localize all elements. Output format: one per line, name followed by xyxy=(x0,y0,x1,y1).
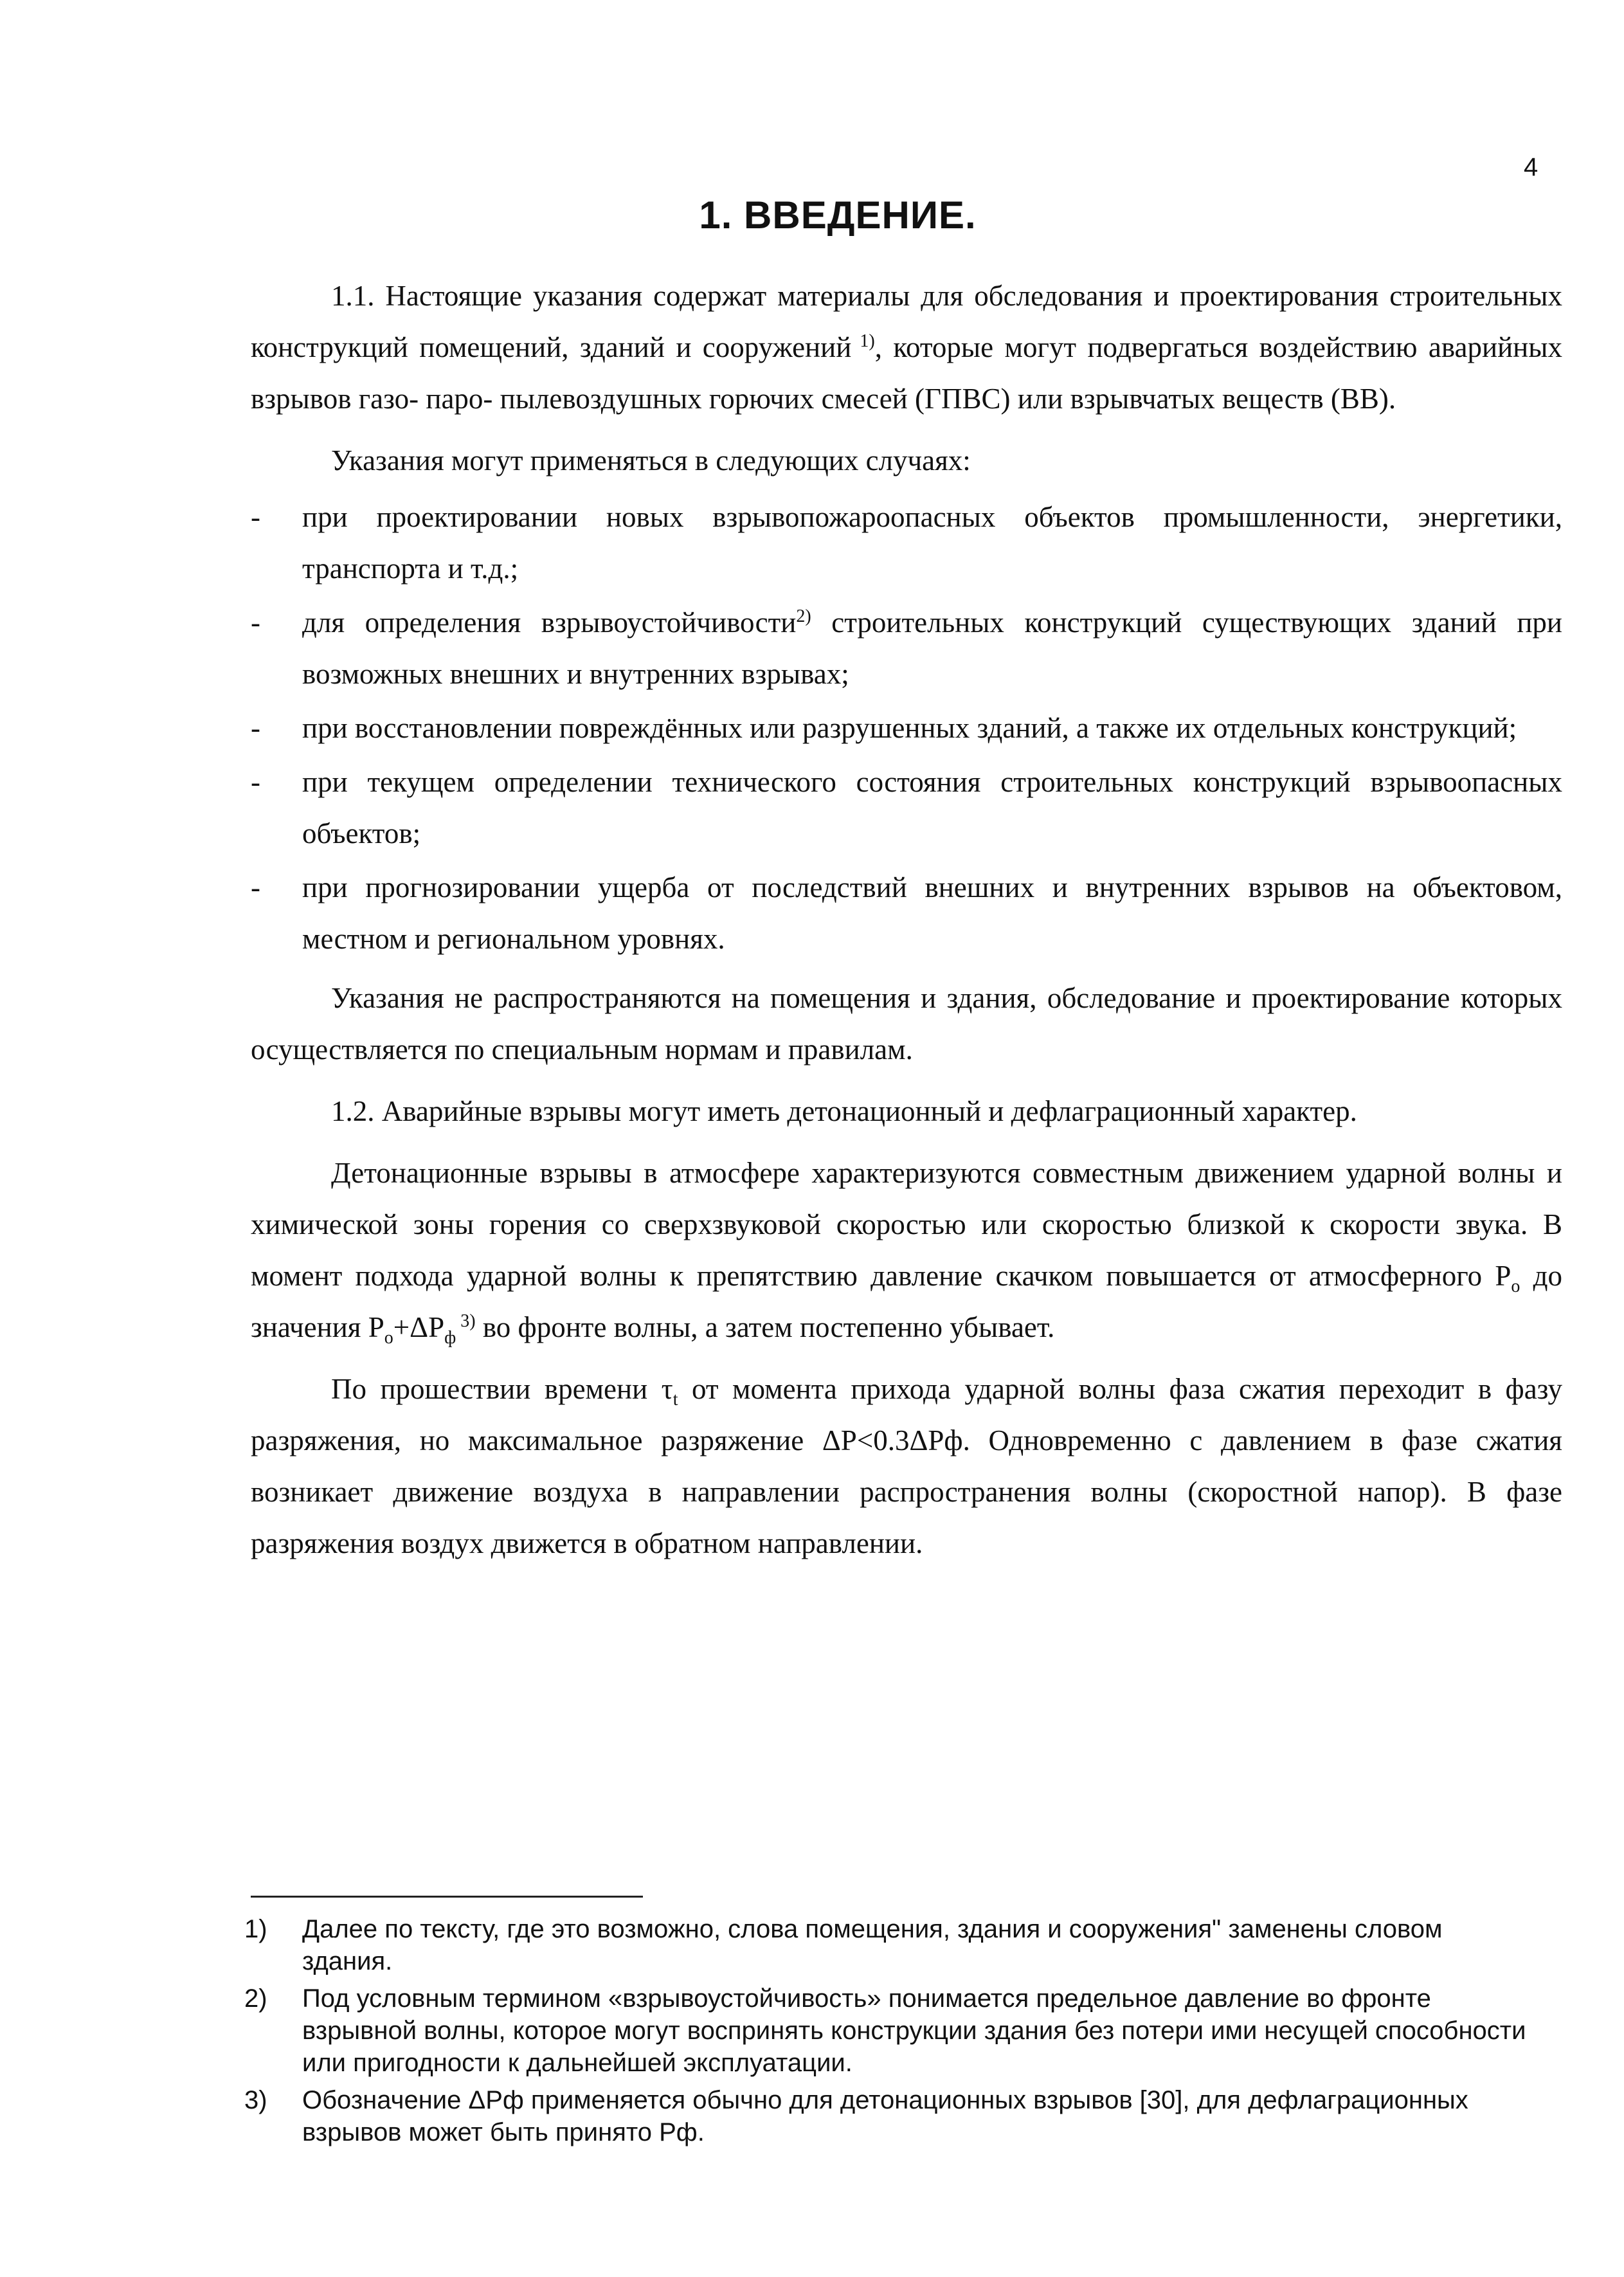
footnote-ref-3: 3) xyxy=(460,1311,476,1331)
footnote-text: Далее по тексту, где это возможно, слова помещения, здания и сооружения" заменены словом здания. xyxy=(302,1915,1443,1975)
footnote-text: Под условным термином «взрывоустойчивость» понимается предельное давление во фронте взрывной волны, которое могут воспринять конструкции здания без потери ими несущей способности или пригодности к дальнейшей эксплуатации. xyxy=(302,1984,1526,2077)
footnote-number: 2) xyxy=(244,1984,267,2013)
list-dash: - xyxy=(251,766,260,798)
paragraph-1-1-text: 1.1. Настоящие указания содержат материалы для обследования и проектирования строительных конструкций помещений, зданий и сооружений xyxy=(251,280,1562,363)
list-dash: - xyxy=(251,712,260,744)
page-number: 4 xyxy=(1524,153,1538,181)
cases-lead: Указания могут применяться в следующих случаях: xyxy=(331,444,971,476)
list-item-text: при текущем определении технического состояния строительных конструкций взрывоопасных объектов; xyxy=(302,766,1562,849)
list-item xyxy=(251,702,1562,754)
paragraph-1-1-continuation: , которые могут подвергаться воздействию аварийных взрывов газо- паро- пылевоздушных горючих смесей (ГПВС) или взрывчатых веществ (ВВ). xyxy=(251,331,1562,415)
list-item xyxy=(251,862,1562,965)
paragraph-1-1 xyxy=(251,270,1562,424)
footnote-ref-2: 2) xyxy=(796,606,811,626)
footnotes xyxy=(244,1913,1530,2154)
rarefaction-paragraph: По прошествии времени $\tau_t$ от момента прихода ударной волны фаза сжатия переходит в фазу разряжения, но максимальное разряжение ΔP<0.3ΔPф. Одновременно с давлением в фазе сжатия возникает движение воздуха в направлении распространения волны (скоростной напор). В фазе разряжения воздух движется в обратном направлении. xyxy=(251,1373,1563,1559)
list-item-text: при восстановлении повреждённых или разрушенных зданий, а также их отдельных конструкций; xyxy=(302,712,1517,744)
exclusion-paragraph: Указания не распространяются на помещения и здания, обследование и проектирование которых осуществляется по специальным нормам и правилам. xyxy=(251,982,1562,1066)
body-text xyxy=(251,270,1562,1579)
footnote-divider xyxy=(251,1896,643,1898)
section-heading: 1. ВВЕДЕНИЕ. xyxy=(699,194,977,237)
footnote-3 xyxy=(244,2084,1530,2148)
list-dash: - xyxy=(251,606,260,639)
list-item xyxy=(251,597,1562,700)
footnote-2 xyxy=(244,1982,1530,2079)
list-item-text-cont: строительных конструкций существующих зданий при возможных внешних и внутренних взрывах; xyxy=(302,606,1562,690)
list-item xyxy=(251,756,1562,859)
footnote-number: 3) xyxy=(244,2086,267,2114)
cases-list xyxy=(251,491,1562,965)
list-item-text: при прогнозировании ущерба от последствий внешних и внутренних взрывов на объектовом, местном и региональном уровнях. xyxy=(302,871,1562,955)
footnote-text: Обозначение ΔPф применяется обычно для детонационных взрывов [30], для дефлаграционных взрывов может быть принято Pф. xyxy=(302,2086,1468,2146)
list-item-text: при проектировании новых взрывопожароопасных объектов промышленности, энергетики, транспорта и т.д.; xyxy=(302,501,1562,585)
detonation-paragraph: Детонационные взрывы в атмосфере характеризуются совместным движением ударной волны и химической зоны горения со сверхзвуковой скоростью или скоростью близкой к скорости звука. В момент подхода ударной волны к препятствию давление скачком повышается от атмосферного $P_o$ до значения $P_o+\Delta P_ф$ $^{3)}$ во фронте волны, а затем постепенно убывает. xyxy=(251,1157,1562,1348)
footnote-number: 1) xyxy=(244,1915,267,1943)
list-dash: - xyxy=(251,871,260,903)
list-dash: - xyxy=(251,501,260,533)
paragraph-1-2: 1.2. Аварийные взрывы могут иметь детонационный и дефлаграционный характер. xyxy=(331,1095,1357,1127)
list-item xyxy=(251,491,1562,594)
footnote-ref-1: 1) xyxy=(860,331,875,351)
footnote-1 xyxy=(244,1913,1530,1977)
list-item-text: для определения взрывоустойчивости xyxy=(302,606,797,639)
